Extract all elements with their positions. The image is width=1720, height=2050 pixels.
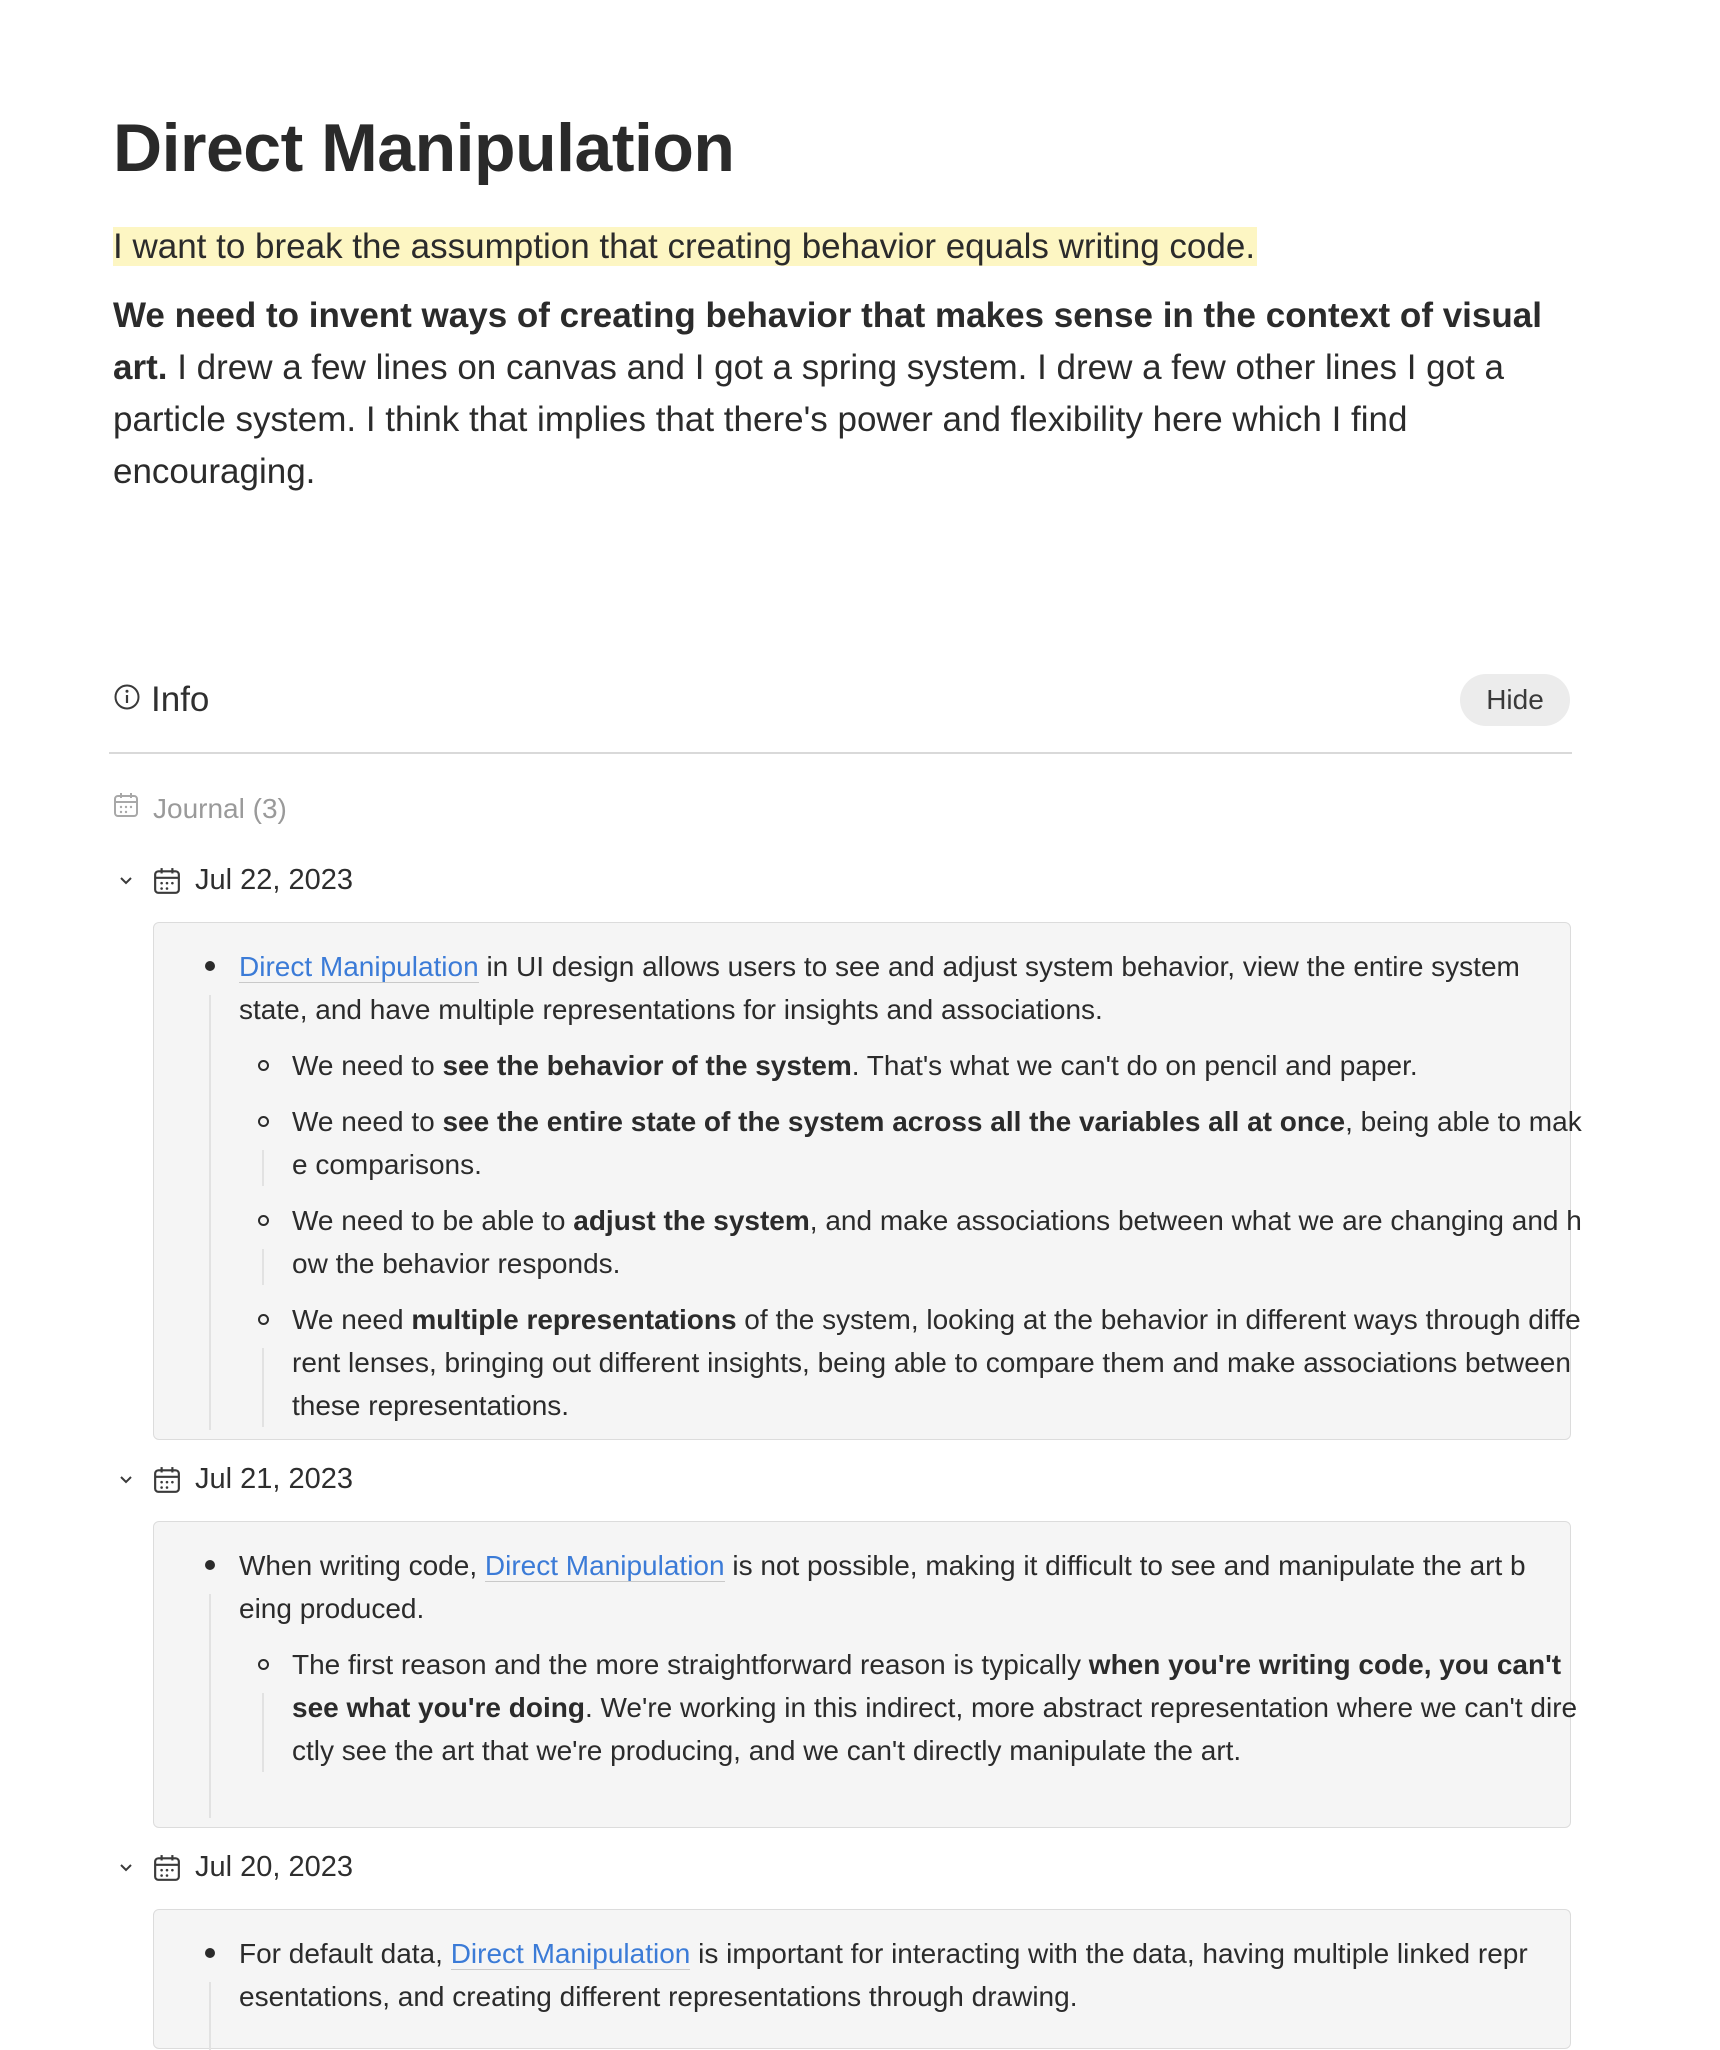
sub-item-text bbox=[292, 1100, 1584, 1186]
journal-entry-card bbox=[153, 922, 1582, 1440]
sub-bullet bbox=[258, 1116, 269, 1127]
list-item-text bbox=[239, 1932, 1531, 2018]
info-label: Info bbox=[151, 680, 210, 719]
sub-list-item bbox=[154, 1199, 1720, 1285]
sub-list-item bbox=[154, 1044, 1720, 1087]
bullet bbox=[205, 1948, 215, 1958]
sub-list-item bbox=[154, 1643, 1720, 1772]
journal-entry-date-row[interactable] bbox=[113, 1463, 353, 1496]
chevron-down-icon[interactable] bbox=[113, 876, 139, 886]
list-item bbox=[154, 1932, 1720, 2018]
bullet bbox=[205, 961, 215, 971]
journal-entry-card bbox=[153, 1909, 1571, 2049]
hide-button[interactable]: Hide bbox=[1460, 674, 1570, 726]
entry-date[interactable]: Jul 21, 2023 bbox=[195, 1463, 354, 1495]
sub-item-text bbox=[292, 1643, 1584, 1772]
list-item bbox=[154, 945, 1720, 1031]
journal-label: Journal (3) bbox=[153, 792, 287, 824]
chevron-down-icon[interactable] bbox=[113, 1475, 139, 1485]
calendar-icon bbox=[113, 792, 139, 825]
list-item-body: is not possible, making it difficult to see and manipulate the art being produced. bbox=[239, 1550, 1526, 1624]
sub-bullet bbox=[258, 1659, 269, 1670]
list-item-body: in UI design allows users to see and adjust system behavior, view the entire system state, and have multiple representations for insights and associations. bbox=[239, 951, 1520, 1025]
page bbox=[0, 0, 1573, 498]
sub-text-pre: We need to bbox=[292, 1106, 443, 1137]
sub-list-item bbox=[154, 1100, 1720, 1186]
journal-entry-date-row[interactable] bbox=[113, 864, 353, 897]
list-item-text bbox=[239, 1544, 1531, 1630]
intro-rest: I drew a few lines on canvas and I got a spring system. I drew a few other lines I got a particle system. I think that implies that there's power and flexibility here which I find encouraging. bbox=[113, 348, 1504, 491]
chevron-down-icon[interactable] bbox=[113, 1863, 139, 1873]
thread-line bbox=[262, 1150, 264, 1186]
sub-text-post: . We're working in this indirect, more abstract representation where we can't directly see the art that we're producing, and we can't directly manipulate the art. bbox=[292, 1692, 1578, 1766]
intro-paragraph bbox=[113, 290, 1573, 498]
sub-bullet bbox=[258, 1314, 269, 1325]
sub-item-text bbox=[292, 1298, 1584, 1427]
direct-manipulation-link[interactable]: Direct Manipulation bbox=[450, 1938, 691, 1969]
sub-text-bold: see the entire state of the system across all the variables all at once bbox=[442, 1106, 1346, 1137]
list-item-text bbox=[239, 945, 1531, 1031]
calendar-icon bbox=[153, 1854, 181, 1882]
sub-text-post: . That's what we can't do on pencil and paper. bbox=[851, 1050, 1418, 1081]
thread-line bbox=[262, 1693, 264, 1772]
list-item-body: is important for interacting with the data, having multiple linked representations, and creating different representations through drawing. bbox=[239, 1938, 1528, 2012]
thread-line bbox=[262, 1249, 264, 1285]
sub-text-bold: multiple representations bbox=[411, 1304, 737, 1335]
bullet bbox=[205, 1560, 215, 1570]
entry-date[interactable]: Jul 22, 2023 bbox=[195, 864, 354, 896]
intro-bold: We need to invent ways of creating behavior that makes sense in the context of visual art. bbox=[113, 296, 1542, 387]
list-item bbox=[154, 1544, 1720, 1630]
info-bar bbox=[109, 672, 1572, 754]
sub-text-pre: We need to be able to bbox=[292, 1205, 574, 1236]
journal-entry-card bbox=[153, 1521, 1578, 1828]
sub-item-text bbox=[292, 1199, 1584, 1285]
highlighted-quote-text: I want to break the assumption that creating behavior equals writing code. bbox=[113, 227, 1256, 266]
info-header[interactable] bbox=[113, 680, 209, 720]
sub-bullet bbox=[258, 1215, 269, 1226]
sub-text-post: of the system, looking at the behavior in different ways through different lenses, bringing out different insights, being able to compare them and make associations between these representations. bbox=[292, 1304, 1581, 1421]
sub-text-pre: We need bbox=[292, 1304, 412, 1335]
highlighted-quote bbox=[113, 224, 1573, 270]
sub-list-item bbox=[154, 1298, 1720, 1427]
calendar-icon bbox=[153, 867, 181, 895]
calendar-icon bbox=[153, 1466, 181, 1494]
direct-manipulation-link[interactable]: Direct Manipulation bbox=[484, 1550, 725, 1581]
sub-text-bold: adjust the system bbox=[573, 1205, 810, 1236]
direct-manipulation-link[interactable]: Direct Manipulation bbox=[239, 951, 479, 982]
thread-line bbox=[262, 1348, 264, 1427]
sub-bullet bbox=[258, 1060, 269, 1071]
entry-date[interactable]: Jul 20, 2023 bbox=[195, 1851, 354, 1883]
info-icon bbox=[113, 680, 141, 720]
journal-entry-date-row[interactable] bbox=[113, 1851, 353, 1884]
sub-text-post: , being able to make comparisons. bbox=[292, 1106, 1582, 1180]
page-title: Direct Manipulation bbox=[113, 110, 735, 186]
list-item-pre: When writing code, bbox=[239, 1550, 485, 1581]
sub-text-pre: We need to bbox=[292, 1050, 443, 1081]
journal-section-label bbox=[113, 792, 287, 825]
sub-text-bold: when you're writing code, you can't see what you're doing bbox=[292, 1649, 1562, 1723]
sub-text-pre: The first reason and the more straightforward reason is typically bbox=[292, 1649, 1089, 1680]
sub-text-bold: see the behavior of the system bbox=[442, 1050, 852, 1081]
list-item-pre: For default data, bbox=[239, 1938, 451, 1969]
sub-item-text bbox=[292, 1044, 1584, 1087]
sub-text-post: , and make associations between what we are changing and how the behavior responds. bbox=[292, 1205, 1582, 1279]
